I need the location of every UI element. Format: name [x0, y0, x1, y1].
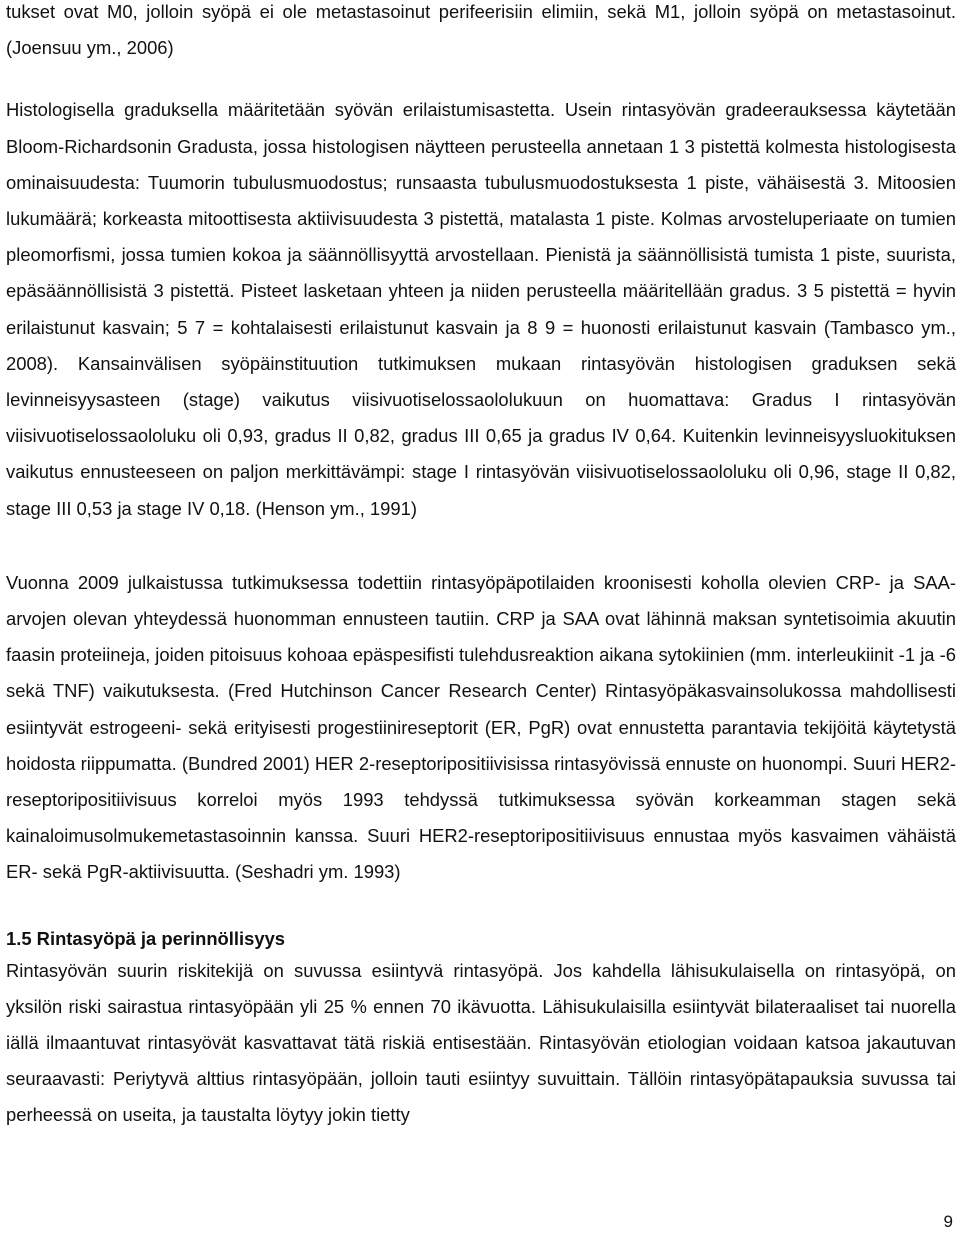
- paragraph-prognostic-markers: Vuonna 2009 julkaistussa tutkimuksessa todettiin rintasyöpäpotilaiden kroonisesti koholla olevien CRP- ja SAA-arvojen olevan yhteydessä huonomman ennusteen tautiin. CRP ja SAA ovat lähinnä maksan syntetisoimia akuutin faasin proteiineja, joiden pitoisuus kohoaa epäspesifisti tulehdusreaktion aikana sytokiinien (mm. interleukiinit -1 ja -6 sekä TNF) vaikutuksesta. (Fred Hutchinson Cancer Research Center) Rintasyöpäkasvainsolukossa mahdollisesti esiintyvät estrogeeni- sekä erityisesti progestiinireseptorit (ER, PgR) ovat ennustetta parantavia tekijöitä käytetystä hoidosta riippumatta. (Bundred 2001) HER 2-reseptoripositiivisissa rintasyövissä ennuste on huonompi. Suuri HER2-reseptoripositiivisuus korreloi myös 1993 tehdyssä tutkimuksessa syövän korkeamman stagen sekä kainaloimusolmukemetastasoinnin kanssa. Suuri HER2-reseptoripositiivisuus ennustaa myös kasvaimen vähäistä ER- sekä PgR-aktiivisuutta. (Seshadri ym. 1993): [6, 571, 956, 883]
- document-page: [6, 0, 956, 1134]
- paragraph-heredity: Rintasyövän suurin riskitekijä on suvussa esiintyvä rintasyöpä. Jos kahdella lähisukulaisella on rintasyöpä, on yksilön riski sairastua rintasyöpään yli 25 % ennen 70 ikävuotta. Lähisukulaisilla esiintyvät bilateraaliset tai nuorella iällä ilmaantuvat rintasyövät kasvattavat tätä riskiä entisestään. Rintasyövän etiologian voidaan katsoa jakautuvan seuraavasti: Periytyvä alttius rintasyöpään, jolloin tauti esiintyy suvuittain. Tällöin rintasyöpätapauksia suvussa tai perheessä on useita, ja taustalta löytyy jokin tietty: [6, 959, 956, 1126]
- page-number: 9: [943, 1212, 953, 1231]
- paragraph-staging-continuation: tukset ovat M0, jolloin syöpä ei ole metastasoinut perifeerisiin elimiin, sekä M1, jolloin syöpä on metastasoinut. (Joensuu ym., 2006): [6, 1, 956, 59]
- paragraph-histological-grade: Histologisella graduksella määritetään syövän erilaistumisastetta. Usein rintasyövän gradeerauksessa käytetään Bloom-Richardsonin Gradusta, jossa histologisen näytteen perusteella annetaan 1 3 pistettä kolmesta histologisesta ominaisuudesta: Tuumorin tubulusmuodostus; runsaasta tubulusmuodostuksesta 1 piste, vähäisestä 3. Mitoosien lukumäärä; korkeasta mitoottisesta aktiivisuudesta 3 pistettä, matalasta 1 piste. Kolmas arvosteluperiaate on tumien pleomorfismi, jossa tumien kokoa ja säännöllisyyttä arvostellaan. Pienistä ja säännöllisistä tumista 1 piste, suurista, epäsäännöllisistä 3 pistettä. Pisteet lasketaan yhteen ja niiden perusteella määritellään gradus. 3 5 pistettä = hyvin erilaistunut kasvain; 5 7 = kohtalaisesti erilaistunut kasvain ja 8 9 = huonosti erilaistunut kasvain (Tambasco ym., 2008). Kansainvälisen syöpäinstituution tutkimuksen mukaan rintasyövän histologisen graduksen sekä levinneisyysasteen (stage) vaikutus viisivuotiselossaololukuun on huomattava: Gradus I rintasyövän viisivuotiselossaololuku oli 0,93, gradus II 0,82, gradus III 0,65 ja gradus IV 0,64. Kuitenkin levinneisyysluokituksen vaikutus ennusteeseen on paljon merkittävämpi: stage I rintasyövän viisivuotiselossaololuku oli 0,96, stage II 0,82, stage III 0,53 ja stage IV 0,18. (Henson ym., 1991): [6, 99, 956, 519]
- section-heading: 1.5 Rintasyöpä ja perinnöllisyys: [6, 927, 286, 949]
